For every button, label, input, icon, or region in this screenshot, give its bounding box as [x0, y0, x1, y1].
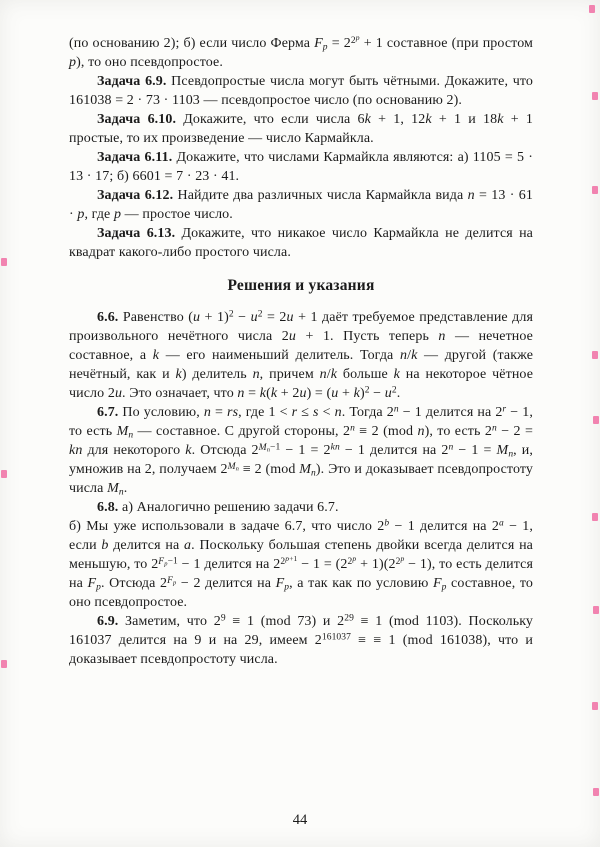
solution-6-8-part-b-text: б) Мы уже использовали в задаче 6.7, что число $2^b - 1$ делится на $2^a - 1$, если b делится на a. Поскольку большая степень двойки всегда делится на меньшую, то $2^{F_p-1} - 1$ делится на $2^{2^{p+1}} - 1 = (2^{2^p} + 1)(2^{2^p} - 1)$, то есть делится на $F_p$. Отсюда $2^{F_p} - 2$ делится на $F_p$, а так как по условию $F_p$ составное, то оно псевдопростое. — [69, 518, 534, 610]
scan-mark — [1, 258, 7, 266]
scan-mark — [592, 92, 598, 100]
problem-6-13 — [69, 224, 533, 262]
problem-6-13-label: Задача 6.13. — [97, 226, 176, 241]
scan-mark — [1, 660, 7, 668]
problem-6-9-text: Псевдопростые числа могут быть чётными. Докажите, что 161038 = 2 · 73 · 1103 — псевдопростое число (по основанию 2). — [69, 74, 533, 108]
solution-6-6 — [69, 308, 533, 403]
problem-6-12-label: Задача 6.12. — [97, 188, 174, 203]
problem-6-11 — [69, 148, 533, 186]
solution-6-7-label: 6.7. — [97, 405, 119, 420]
solution-6-7-text: По условию, n = rs, где 1 < r ≤ s < n. Тогда $2^n - 1$ делится на $2^r - 1$, то есть $M_n$ — составное. С другой стороны, $2^n \equiv 2$ (mod n), то есть $2^n - 2$ = kn для некоторого k. Отсюда $2^{M_n-1} - 1 = 2^{kn} - 1$ делится на $2^n - 1 = M_n$, и, умножив на 2, получаем $2^{M_n} \equiv 2$ (mod $M_n$). Это и доказывает псевдопростоту числа $M_n$. — [69, 404, 534, 498]
scan-mark — [589, 5, 595, 13]
solution-6-6-label: 6.6. — [97, 310, 119, 325]
solution-6-8-part-a — [69, 498, 533, 517]
page-number: 44 — [292, 812, 308, 828]
problem-intro-continuation: (по основанию 2); б) если число Ферма $F_p = 2^{2^p} + 1$ составное (при простом p), то оно псевдопростое. — [69, 32, 534, 70]
solution-6-9-text: Заметим, что $2^9 \equiv 1$ (mod 73) и $2^{29} \equiv 1$ (mod 1103). Поскольку 161037 делится на 9 и на 29, имеем $2^{161037}$ ≡ ≡ 1 (mod 161038), что и доказывает псевдопростоту числа. — [69, 613, 533, 667]
solution-6-8-part-a-text: а) Аналогично решению задачи 6.7. — [118, 500, 339, 515]
page-content — [69, 34, 533, 669]
problem-6-10 — [69, 110, 533, 148]
scan-mark — [592, 702, 598, 710]
problem-6-11-label: Задача 6.11. — [97, 150, 173, 165]
solution-6-8-label: 6.8. — [97, 500, 119, 515]
scan-mark — [592, 513, 598, 521]
solution-6-6-text: Равенство $(u + 1)^2 - u^2 = 2u + 1$ даёт требуемое представление для произвольного нечётного числа 2u + 1. Пусть теперь n — нечетное составное, а k — его наименьший делитель. Тогда n/k — другой (также нечётный, как и k) делитель n, причем n/k больше k на некоторое чётное число 2u. Это означает, что $n = k(k + 2u) = (u + k)^2 - u^2$. — [69, 309, 534, 401]
scan-mark — [593, 416, 599, 424]
scan-mark — [593, 606, 599, 614]
solution-6-8-part-b — [69, 517, 533, 612]
solution-6-7 — [69, 403, 533, 498]
problem-6-9-label: Задача 6.9. — [97, 74, 167, 89]
solution-6-9-label: 6.9. — [97, 614, 119, 629]
problem-6-12 — [69, 186, 533, 224]
problem-6-10-text: Докажите, что если числа 6k + 1, 12k + 1 и 18k + 1 простые, то их произведение — число Кармайкла. — [69, 112, 533, 146]
scan-mark — [1, 470, 7, 478]
scan-mark — [593, 788, 599, 796]
problem-6-9 — [69, 72, 533, 110]
solutions-heading: Решения и указания — [227, 277, 375, 294]
problem-6-10-label: Задача 6.10. — [97, 112, 177, 127]
problem-6-12-text: Найдите два различных числа Кармайкла вида n = 13 · 61 · p, где p — простое число. — [69, 188, 533, 222]
scan-mark — [592, 351, 598, 359]
problem-6-13-text: Докажите, что никакое число Кармайкла не делится на квадрат какого-либо простого числа. — [69, 226, 533, 260]
scan-mark — [592, 186, 598, 194]
solution-6-9 — [69, 612, 533, 669]
problem-6-11-text: Докажите, что числами Кармайкла являются: а) 1105 = 5 · 13 · 17; б) 6601 = 7 · 23 · 41. — [69, 150, 533, 184]
